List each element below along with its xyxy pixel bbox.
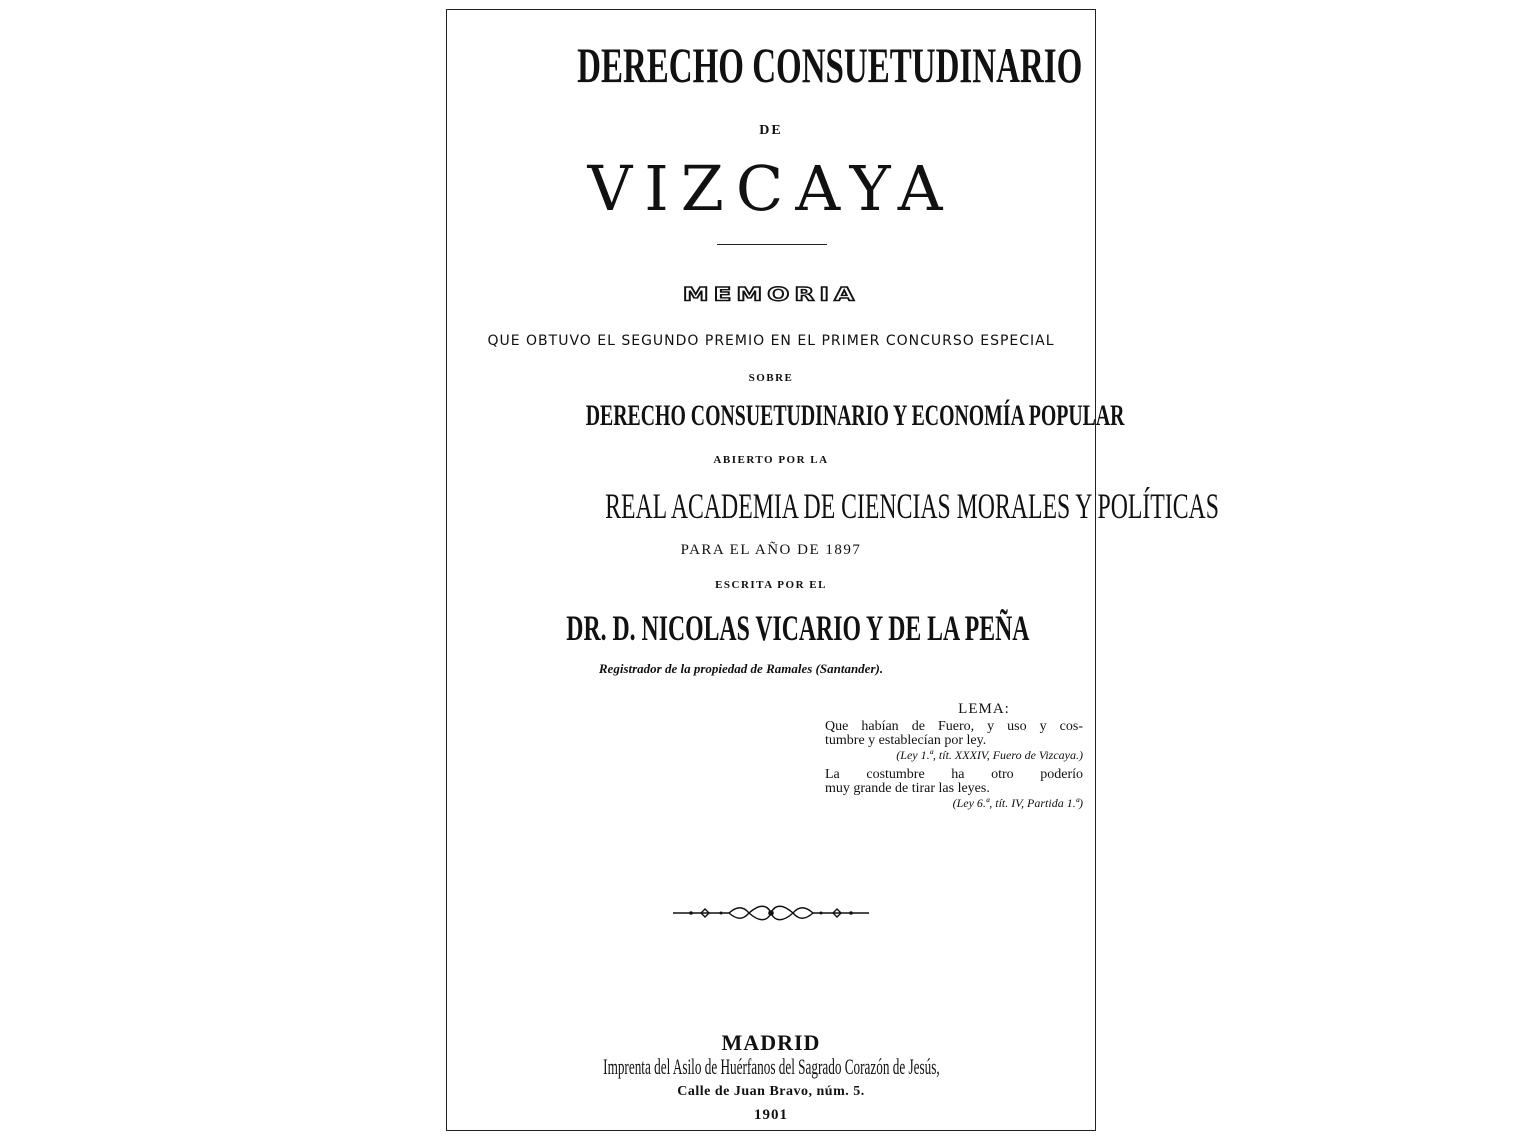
main-title-text: DERECHO CONSUETUDINARIO — [577, 37, 1083, 93]
epigraph-block — [825, 702, 1083, 816]
place-title: VIZCAYA — [587, 152, 955, 225]
imprint-printer-text: Imprenta del Asilo de Huérfanos del Sagrado Corazón de Jesús, — [602, 1054, 940, 1079]
title-page — [446, 9, 1219, 1131]
sobre-line: SOBRE — [748, 372, 794, 384]
author-text: DR. D. NICOLAS VICARIO Y DE LA PEÑA — [566, 608, 1030, 648]
prize-line: QUE OBTUVO EL SEGUNDO PREMIO EN EL PRIMER CONCURSO ESPECIAL — [487, 333, 1055, 349]
epigraph-citation: (Ley 6.ª, tít. IV, Partida 1.ª) — [952, 796, 1083, 810]
main-title — [447, 37, 1095, 93]
epigraph-quote-line: tumbre y establecían por ley. — [825, 733, 987, 748]
epigraph-quote-line: muy grande de tirar las leyes. — [825, 781, 990, 796]
subject-line — [447, 399, 1125, 432]
imprint-city: MADRID — [721, 1030, 821, 1055]
imprint-year: 1901 — [754, 1107, 788, 1123]
epigraph-citation: (Ley 1.ª, tít. XXXIV, Fuero de Vizcaya.) — [896, 748, 1083, 762]
memoria-heading — [447, 282, 1095, 308]
escrita-line: ESCRITA POR EL — [715, 579, 827, 591]
epigraph-quote-line: La costumbre ha otro poderío — [825, 767, 1083, 782]
epigraph-quote-line: Que habían de Fuero, y uso y cos- — [825, 719, 1083, 734]
academy-line — [447, 486, 1219, 526]
academy-text: REAL ACADEMIA DE CIENCIAS MORALES Y POLÍTICAS — [605, 486, 1219, 526]
title-divider — [717, 244, 827, 245]
year-line: PARA EL AÑO DE 1897 — [680, 542, 862, 558]
preposition-de: DE — [759, 123, 783, 138]
abierto-line: ABIERTO POR LA — [713, 454, 829, 466]
author-name — [447, 610, 1095, 646]
author-role: Registrador de la propiedad de Ramales (Santander). — [598, 661, 884, 676]
epigraph-title: LEMA: — [958, 701, 1010, 717]
memoria-text: MEMORIA — [682, 284, 860, 306]
imprint-street: Calle de Juan Bravo, núm. 5. — [677, 1084, 865, 1099]
subject-text: DERECHO CONSUETUDINARIO Y ECONOMÍA POPULAR — [585, 399, 1125, 432]
ornament-icon — [671, 898, 871, 928]
imprint-printer — [447, 1056, 1095, 1078]
